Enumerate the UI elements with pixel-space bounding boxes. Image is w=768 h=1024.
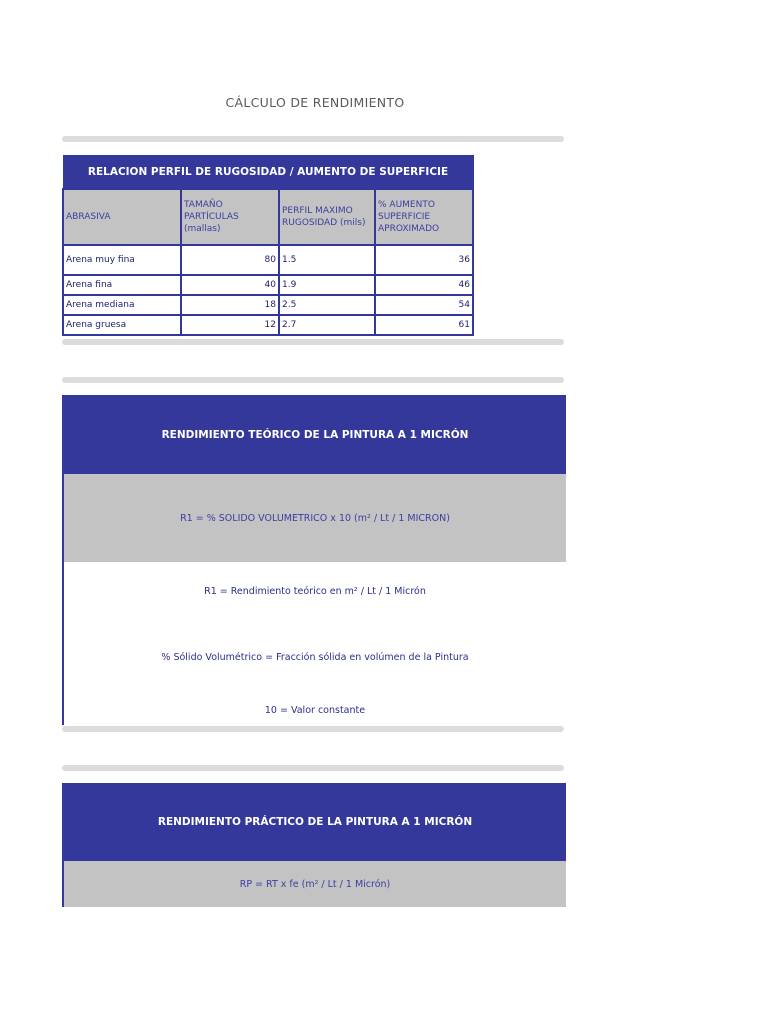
section-divider [62,339,564,345]
cell-surface-increase: 36 [375,245,473,275]
cell-surface-increase: 54 [375,295,473,315]
practical-yield-header: RENDIMIENTO PRÁCTICO DE LA PINTURA A 1 MICRÓN [64,783,566,861]
theoretical-yield-block [62,395,566,725]
column-header-particle-size: TAMAÑO PARTÍCULAS (mallas) [181,189,279,245]
cell-max-profile: 2.7 [279,315,375,335]
page-title: CÁLCULO DE RENDIMIENTO [225,95,405,110]
table-row [63,275,473,295]
practical-yield-formula: RP = RT x fe (m² / Lt / 1 Micrón) [64,861,566,907]
section-divider [62,136,564,142]
cell-particle-size: 12 [181,315,279,335]
cell-abrasive: Arena mediana [63,295,181,315]
cell-surface-increase: 46 [375,275,473,295]
cell-particle-size: 18 [181,295,279,315]
theoretical-yield-formula: R1 = % SOLIDO VOLUMETRICO x 10 (m² / Lt / 1 MICRON) [64,474,566,562]
table-row [63,295,473,315]
practical-yield-block [62,783,566,907]
table-row [63,245,473,275]
table-header-row [63,189,473,245]
column-header-surface-increase: % AUMENTO SUPERFICIE APROXIMADO [375,189,473,245]
cell-max-profile: 2.5 [279,295,375,315]
section-divider [62,765,564,771]
cell-abrasive: Arena gruesa [63,315,181,335]
cell-max-profile: 1.5 [279,245,375,275]
cell-max-profile: 1.9 [279,275,375,295]
definition-solid-volume: % Sólido Volumétrico = Fracción sólida en volúmen de la Pintura [161,652,469,663]
cell-particle-size: 80 [181,245,279,275]
definition-r1: R1 = Rendimiento teórico en m² / Lt / 1 Micrón [204,586,426,597]
table-row [63,315,473,335]
cell-particle-size: 40 [181,275,279,295]
definition-constant: 10 = Valor constante [264,705,366,716]
column-header-abrasive: ABRASIVA [63,189,181,245]
roughness-table [62,155,474,336]
cell-abrasive: Arena fina [63,275,181,295]
cell-abrasive: Arena muy fina [63,245,181,275]
section-divider [62,377,564,383]
cell-surface-increase: 61 [375,315,473,335]
table-title: RELACION PERFIL DE RUGOSIDAD / AUMENTO DE SUPERFICIE [63,156,473,190]
theoretical-yield-header: RENDIMIENTO TEÓRICO DE LA PINTURA A 1 MICRÓN [64,395,566,474]
column-header-max-profile: PERFIL MAXIMO RUGOSIDAD (mils) [279,189,375,245]
section-divider [62,726,564,732]
